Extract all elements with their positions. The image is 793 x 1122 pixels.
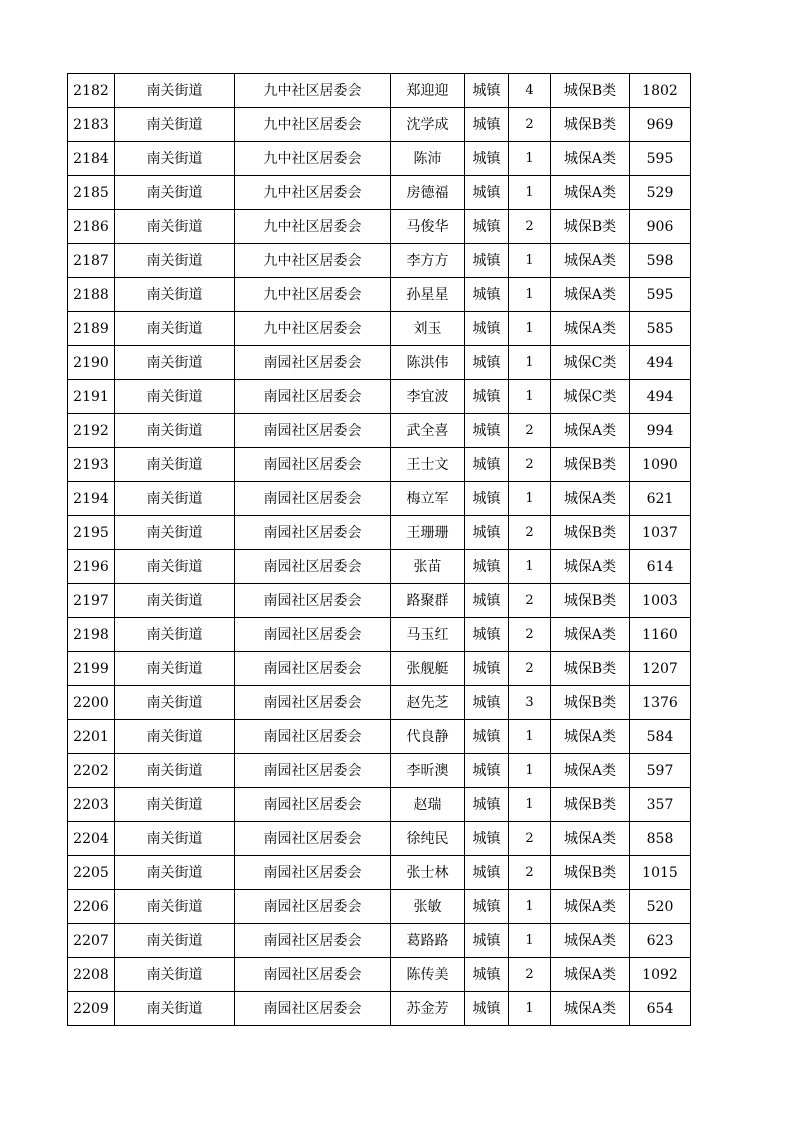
records-table — [67, 73, 691, 1026]
area-type-cell: 城镇 — [465, 346, 509, 380]
subdistrict-cell: 南关街道 — [115, 278, 235, 312]
area-type-cell: 城镇 — [465, 550, 509, 584]
serial-number-cell: 2204 — [68, 822, 115, 856]
serial-number-cell: 2194 — [68, 482, 115, 516]
community-cell: 九中社区居委会 — [235, 278, 391, 312]
name-cell: 徐纯民 — [391, 822, 465, 856]
community-cell: 南园社区居委会 — [235, 652, 391, 686]
area-type-cell: 城镇 — [465, 992, 509, 1026]
area-type-cell: 城镇 — [465, 414, 509, 448]
table-row — [68, 210, 691, 244]
subdistrict-cell: 南关街道 — [115, 176, 235, 210]
serial-number-cell: 2200 — [68, 686, 115, 720]
subdistrict-cell: 南关街道 — [115, 244, 235, 278]
household-size-cell: 1 — [509, 176, 551, 210]
subdistrict-cell: 南关街道 — [115, 822, 235, 856]
area-type-cell: 城镇 — [465, 822, 509, 856]
subdistrict-cell: 南关街道 — [115, 754, 235, 788]
household-size-cell: 1 — [509, 142, 551, 176]
area-type-cell: 城镇 — [465, 482, 509, 516]
records-table-body — [68, 74, 691, 1026]
serial-number-cell: 2193 — [68, 448, 115, 482]
community-cell: 南园社区居委会 — [235, 346, 391, 380]
subdistrict-cell: 南关街道 — [115, 652, 235, 686]
table-row — [68, 142, 691, 176]
household-size-cell: 1 — [509, 992, 551, 1026]
amount-cell: 1003 — [630, 584, 691, 618]
assistance-category-cell: 城保C类 — [551, 380, 630, 414]
table-row — [68, 414, 691, 448]
area-type-cell: 城镇 — [465, 618, 509, 652]
serial-number-cell: 2187 — [68, 244, 115, 278]
community-cell: 南园社区居委会 — [235, 890, 391, 924]
amount-cell: 1160 — [630, 618, 691, 652]
serial-number-cell: 2190 — [68, 346, 115, 380]
assistance-category-cell: 城保A类 — [551, 618, 630, 652]
name-cell: 陈传美 — [391, 958, 465, 992]
table-row — [68, 686, 691, 720]
community-cell: 九中社区居委会 — [235, 210, 391, 244]
subdistrict-cell: 南关街道 — [115, 380, 235, 414]
subdistrict-cell: 南关街道 — [115, 788, 235, 822]
area-type-cell: 城镇 — [465, 380, 509, 414]
amount-cell: 614 — [630, 550, 691, 584]
amount-cell: 529 — [630, 176, 691, 210]
amount-cell: 969 — [630, 108, 691, 142]
area-type-cell: 城镇 — [465, 74, 509, 108]
name-cell: 沈学成 — [391, 108, 465, 142]
serial-number-cell: 2197 — [68, 584, 115, 618]
community-cell: 南园社区居委会 — [235, 924, 391, 958]
household-size-cell: 1 — [509, 312, 551, 346]
area-type-cell: 城镇 — [465, 652, 509, 686]
household-size-cell: 1 — [509, 278, 551, 312]
community-cell: 南园社区居委会 — [235, 822, 391, 856]
name-cell: 代良静 — [391, 720, 465, 754]
subdistrict-cell: 南关街道 — [115, 720, 235, 754]
amount-cell: 595 — [630, 278, 691, 312]
assistance-category-cell: 城保B类 — [551, 788, 630, 822]
community-cell: 南园社区居委会 — [235, 414, 391, 448]
name-cell: 张舰艇 — [391, 652, 465, 686]
amount-cell: 1037 — [630, 516, 691, 550]
name-cell: 马玉红 — [391, 618, 465, 652]
community-cell: 南园社区居委会 — [235, 448, 391, 482]
name-cell: 陈洪伟 — [391, 346, 465, 380]
assistance-category-cell: 城保B类 — [551, 210, 630, 244]
amount-cell: 595 — [630, 142, 691, 176]
assistance-category-cell: 城保A类 — [551, 482, 630, 516]
household-size-cell: 2 — [509, 448, 551, 482]
name-cell: 孙星星 — [391, 278, 465, 312]
assistance-category-cell: 城保C类 — [551, 346, 630, 380]
household-size-cell: 1 — [509, 550, 551, 584]
area-type-cell: 城镇 — [465, 244, 509, 278]
serial-number-cell: 2195 — [68, 516, 115, 550]
community-cell: 南园社区居委会 — [235, 482, 391, 516]
subdistrict-cell: 南关街道 — [115, 924, 235, 958]
amount-cell: 598 — [630, 244, 691, 278]
serial-number-cell: 2199 — [68, 652, 115, 686]
area-type-cell: 城镇 — [465, 720, 509, 754]
assistance-category-cell: 城保A类 — [551, 754, 630, 788]
table-row — [68, 584, 691, 618]
name-cell: 葛路路 — [391, 924, 465, 958]
community-cell: 南园社区居委会 — [235, 516, 391, 550]
name-cell: 赵瑞 — [391, 788, 465, 822]
subdistrict-cell: 南关街道 — [115, 414, 235, 448]
amount-cell: 1376 — [630, 686, 691, 720]
community-cell: 九中社区居委会 — [235, 74, 391, 108]
subdistrict-cell: 南关街道 — [115, 346, 235, 380]
name-cell: 马俊华 — [391, 210, 465, 244]
table-row — [68, 924, 691, 958]
assistance-category-cell: 城保B类 — [551, 448, 630, 482]
assistance-category-cell: 城保A类 — [551, 720, 630, 754]
household-size-cell: 2 — [509, 822, 551, 856]
table-row — [68, 550, 691, 584]
area-type-cell: 城镇 — [465, 142, 509, 176]
name-cell: 王珊珊 — [391, 516, 465, 550]
name-cell: 张士林 — [391, 856, 465, 890]
assistance-category-cell: 城保A类 — [551, 278, 630, 312]
serial-number-cell: 2202 — [68, 754, 115, 788]
area-type-cell: 城镇 — [465, 856, 509, 890]
community-cell: 九中社区居委会 — [235, 312, 391, 346]
name-cell: 李昕澳 — [391, 754, 465, 788]
table-row — [68, 278, 691, 312]
table-row — [68, 822, 691, 856]
assistance-category-cell: 城保A类 — [551, 822, 630, 856]
area-type-cell: 城镇 — [465, 924, 509, 958]
amount-cell: 994 — [630, 414, 691, 448]
household-size-cell: 2 — [509, 584, 551, 618]
community-cell: 九中社区居委会 — [235, 244, 391, 278]
area-type-cell: 城镇 — [465, 890, 509, 924]
serial-number-cell: 2201 — [68, 720, 115, 754]
assistance-category-cell: 城保B类 — [551, 856, 630, 890]
subdistrict-cell: 南关街道 — [115, 618, 235, 652]
community-cell: 南园社区居委会 — [235, 788, 391, 822]
household-size-cell: 2 — [509, 108, 551, 142]
area-type-cell: 城镇 — [465, 584, 509, 618]
table-row — [68, 754, 691, 788]
subdistrict-cell: 南关街道 — [115, 482, 235, 516]
table-row — [68, 448, 691, 482]
household-size-cell: 1 — [509, 380, 551, 414]
area-type-cell: 城镇 — [465, 108, 509, 142]
area-type-cell: 城镇 — [465, 686, 509, 720]
subdistrict-cell: 南关街道 — [115, 856, 235, 890]
assistance-category-cell: 城保B类 — [551, 516, 630, 550]
subdistrict-cell: 南关街道 — [115, 516, 235, 550]
subdistrict-cell: 南关街道 — [115, 108, 235, 142]
area-type-cell: 城镇 — [465, 210, 509, 244]
assistance-category-cell: 城保A类 — [551, 550, 630, 584]
amount-cell: 494 — [630, 380, 691, 414]
name-cell: 李方方 — [391, 244, 465, 278]
area-type-cell: 城镇 — [465, 516, 509, 550]
assistance-category-cell: 城保B类 — [551, 584, 630, 618]
assistance-category-cell: 城保A类 — [551, 924, 630, 958]
serial-number-cell: 2206 — [68, 890, 115, 924]
household-size-cell: 2 — [509, 516, 551, 550]
amount-cell: 584 — [630, 720, 691, 754]
table-row — [68, 176, 691, 210]
name-cell: 房德福 — [391, 176, 465, 210]
amount-cell: 1090 — [630, 448, 691, 482]
area-type-cell: 城镇 — [465, 958, 509, 992]
table-row — [68, 890, 691, 924]
name-cell: 李宜波 — [391, 380, 465, 414]
community-cell: 九中社区居委会 — [235, 142, 391, 176]
serial-number-cell: 2184 — [68, 142, 115, 176]
serial-number-cell: 2207 — [68, 924, 115, 958]
household-size-cell: 1 — [509, 890, 551, 924]
assistance-category-cell: 城保A类 — [551, 414, 630, 448]
name-cell: 武全喜 — [391, 414, 465, 448]
table-row — [68, 856, 691, 890]
area-type-cell: 城镇 — [465, 754, 509, 788]
serial-number-cell: 2208 — [68, 958, 115, 992]
household-size-cell: 1 — [509, 244, 551, 278]
serial-number-cell: 2185 — [68, 176, 115, 210]
table-row — [68, 312, 691, 346]
household-size-cell: 2 — [509, 958, 551, 992]
household-size-cell: 2 — [509, 618, 551, 652]
amount-cell: 520 — [630, 890, 691, 924]
household-size-cell: 1 — [509, 924, 551, 958]
amount-cell: 1207 — [630, 652, 691, 686]
serial-number-cell: 2192 — [68, 414, 115, 448]
amount-cell: 597 — [630, 754, 691, 788]
household-size-cell: 1 — [509, 754, 551, 788]
name-cell: 赵先芝 — [391, 686, 465, 720]
amount-cell: 654 — [630, 992, 691, 1026]
community-cell: 南园社区居委会 — [235, 584, 391, 618]
table-row — [68, 380, 691, 414]
household-size-cell: 2 — [509, 856, 551, 890]
serial-number-cell: 2205 — [68, 856, 115, 890]
subdistrict-cell: 南关街道 — [115, 584, 235, 618]
serial-number-cell: 2196 — [68, 550, 115, 584]
table-row — [68, 482, 691, 516]
assistance-category-cell: 城保A类 — [551, 176, 630, 210]
subdistrict-cell: 南关街道 — [115, 958, 235, 992]
household-size-cell: 2 — [509, 414, 551, 448]
household-size-cell: 3 — [509, 686, 551, 720]
name-cell: 梅立军 — [391, 482, 465, 516]
household-size-cell: 2 — [509, 210, 551, 244]
name-cell: 王士文 — [391, 448, 465, 482]
household-size-cell: 1 — [509, 720, 551, 754]
name-cell: 张苗 — [391, 550, 465, 584]
assistance-category-cell: 城保B类 — [551, 652, 630, 686]
table-row — [68, 516, 691, 550]
table-row — [68, 244, 691, 278]
household-size-cell: 2 — [509, 652, 551, 686]
amount-cell: 623 — [630, 924, 691, 958]
household-size-cell: 1 — [509, 788, 551, 822]
table-row — [68, 74, 691, 108]
community-cell: 九中社区居委会 — [235, 108, 391, 142]
assistance-category-cell: 城保A类 — [551, 142, 630, 176]
serial-number-cell: 2198 — [68, 618, 115, 652]
amount-cell: 1802 — [630, 74, 691, 108]
subdistrict-cell: 南关街道 — [115, 550, 235, 584]
assistance-category-cell: 城保B类 — [551, 686, 630, 720]
table-row — [68, 788, 691, 822]
serial-number-cell: 2188 — [68, 278, 115, 312]
amount-cell: 621 — [630, 482, 691, 516]
community-cell: 南园社区居委会 — [235, 856, 391, 890]
serial-number-cell: 2209 — [68, 992, 115, 1026]
name-cell: 郑迎迎 — [391, 74, 465, 108]
area-type-cell: 城镇 — [465, 176, 509, 210]
name-cell: 路聚群 — [391, 584, 465, 618]
assistance-category-cell: 城保A类 — [551, 958, 630, 992]
name-cell: 陈沛 — [391, 142, 465, 176]
community-cell: 南园社区居委会 — [235, 720, 391, 754]
household-size-cell: 1 — [509, 482, 551, 516]
subdistrict-cell: 南关街道 — [115, 74, 235, 108]
assistance-category-cell: 城保B类 — [551, 74, 630, 108]
table-row — [68, 618, 691, 652]
serial-number-cell: 2189 — [68, 312, 115, 346]
community-cell: 南园社区居委会 — [235, 958, 391, 992]
name-cell: 苏金芳 — [391, 992, 465, 1026]
amount-cell: 357 — [630, 788, 691, 822]
serial-number-cell: 2182 — [68, 74, 115, 108]
table-row — [68, 958, 691, 992]
area-type-cell: 城镇 — [465, 448, 509, 482]
amount-cell: 906 — [630, 210, 691, 244]
subdistrict-cell: 南关街道 — [115, 142, 235, 176]
community-cell: 南园社区居委会 — [235, 618, 391, 652]
area-type-cell: 城镇 — [465, 312, 509, 346]
household-size-cell: 4 — [509, 74, 551, 108]
serial-number-cell: 2186 — [68, 210, 115, 244]
amount-cell: 858 — [630, 822, 691, 856]
subdistrict-cell: 南关街道 — [115, 448, 235, 482]
community-cell: 南园社区居委会 — [235, 550, 391, 584]
subdistrict-cell: 南关街道 — [115, 686, 235, 720]
community-cell: 南园社区居委会 — [235, 380, 391, 414]
household-size-cell: 1 — [509, 346, 551, 380]
subdistrict-cell: 南关街道 — [115, 992, 235, 1026]
name-cell: 张敏 — [391, 890, 465, 924]
serial-number-cell: 2191 — [68, 380, 115, 414]
area-type-cell: 城镇 — [465, 788, 509, 822]
amount-cell: 1092 — [630, 958, 691, 992]
table-row — [68, 992, 691, 1026]
community-cell: 南园社区居委会 — [235, 992, 391, 1026]
amount-cell: 585 — [630, 312, 691, 346]
subdistrict-cell: 南关街道 — [115, 890, 235, 924]
table-row — [68, 108, 691, 142]
community-cell: 南园社区居委会 — [235, 754, 391, 788]
subdistrict-cell: 南关街道 — [115, 210, 235, 244]
table-row — [68, 720, 691, 754]
table-row — [68, 346, 691, 380]
area-type-cell: 城镇 — [465, 278, 509, 312]
serial-number-cell: 2203 — [68, 788, 115, 822]
assistance-category-cell: 城保A类 — [551, 244, 630, 278]
name-cell: 刘玉 — [391, 312, 465, 346]
assistance-category-cell: 城保B类 — [551, 108, 630, 142]
amount-cell: 1015 — [630, 856, 691, 890]
subdistrict-cell: 南关街道 — [115, 312, 235, 346]
assistance-category-cell: 城保A类 — [551, 312, 630, 346]
amount-cell: 494 — [630, 346, 691, 380]
assistance-category-cell: 城保A类 — [551, 890, 630, 924]
table-row — [68, 652, 691, 686]
community-cell: 南园社区居委会 — [235, 686, 391, 720]
assistance-category-cell: 城保A类 — [551, 992, 630, 1026]
community-cell: 九中社区居委会 — [235, 176, 391, 210]
serial-number-cell: 2183 — [68, 108, 115, 142]
